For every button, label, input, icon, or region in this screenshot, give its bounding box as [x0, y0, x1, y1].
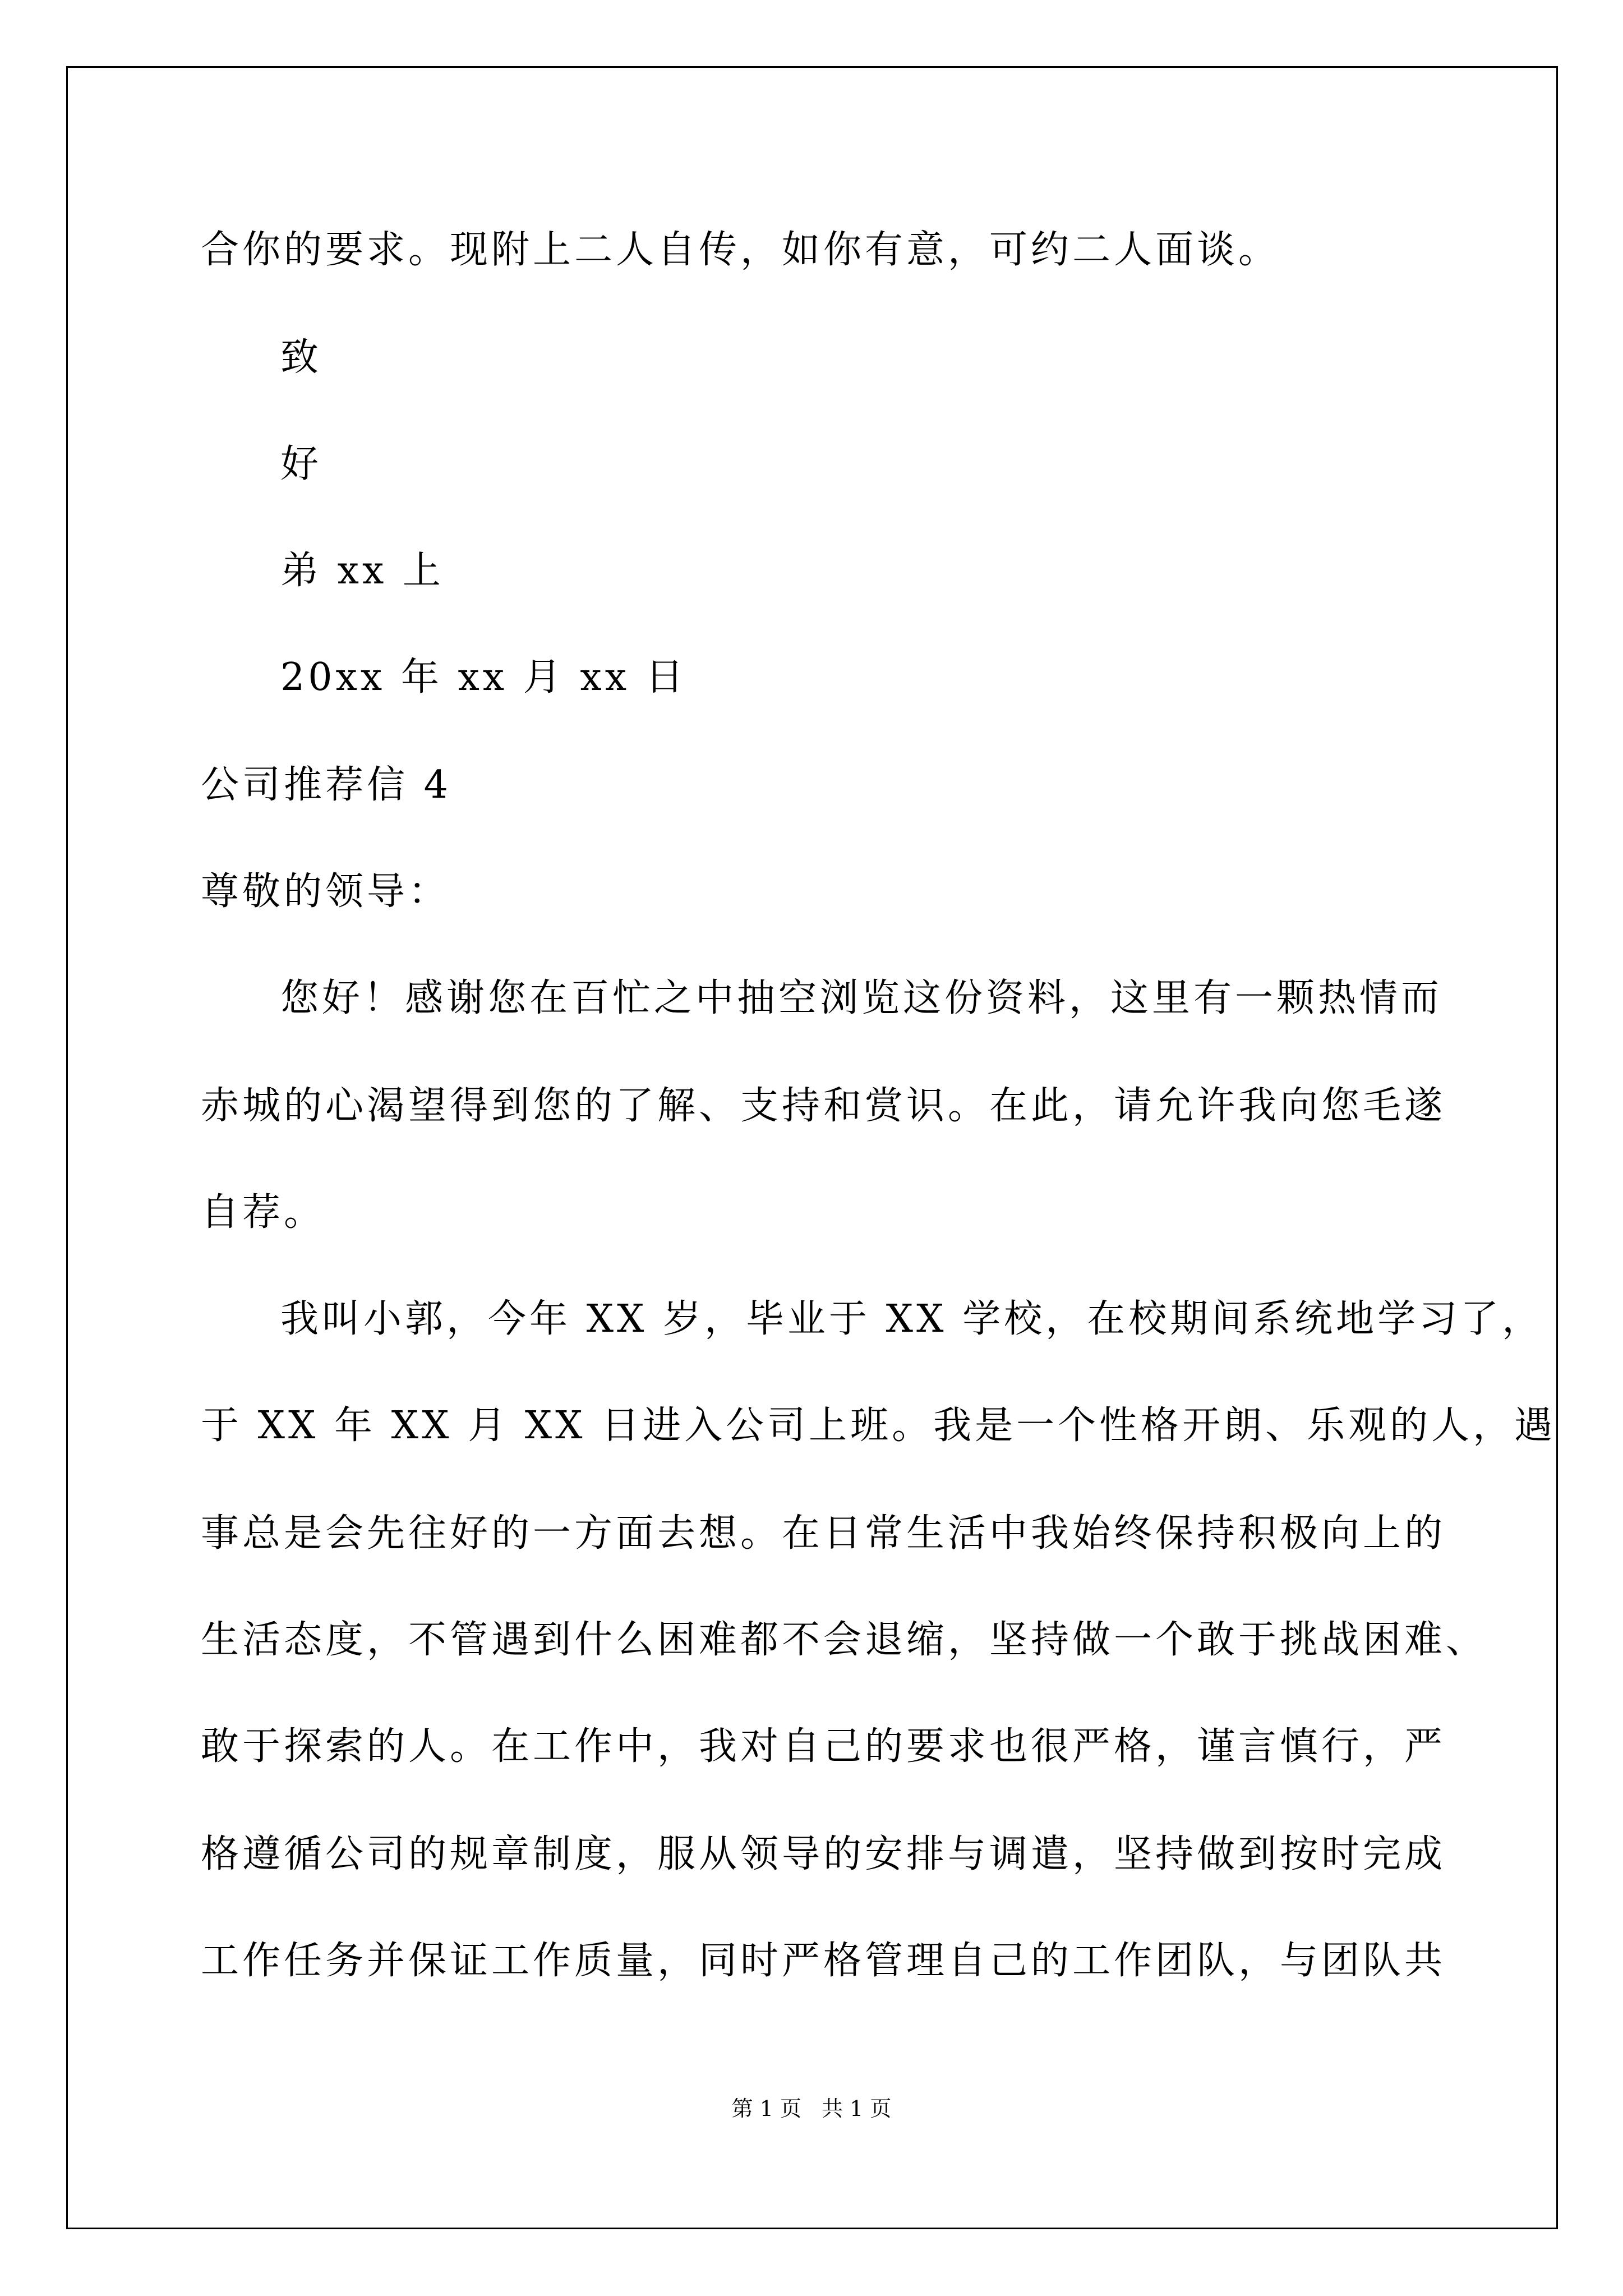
date-line: 20xx 年 xx 月 xx 日: [280, 655, 687, 700]
page-footer: [0, 2091, 1623, 2122]
text-line: 于 XX 年 XX 月 XX 日进入公司上班。我是一个性格开朗、乐观的人，遇: [201, 1404, 1556, 1448]
text-line: 格遵循公司的规章制度，服从领导的安排与调遣，坚持做到按时完成: [201, 1832, 1446, 1876]
section-title: 公司推荐信 4: [201, 763, 451, 807]
text-line: 合你的要求。现附上二人自传，如你有意，可约二人面谈。: [201, 228, 1280, 272]
text-line: 我叫小郭，今年 XX 岁，毕业于 XX 学校，在校期间系统地学习了，: [280, 1297, 1544, 1341]
page-border: [66, 66, 1558, 2229]
text-line: 生活态度，不管遇到什么困难都不会退缩，坚持做一个敢于挑战困难、: [201, 1618, 1488, 1662]
text-line: 赤城的心渴望得到您的了解、支持和赏识。在此，请允许我向您毛遂: [201, 1084, 1446, 1128]
greeting-line: 尊敬的领导：: [201, 869, 450, 914]
page-number: 第 1 页: [731, 2096, 801, 2121]
text-line: 您好！感谢您在百忙之中抽空浏览这份资料，这里有一颗热情而: [280, 976, 1443, 1020]
text-line: 自荐。: [201, 1190, 326, 1235]
salutation-line: 好: [280, 442, 322, 486]
signature-line: 弟 xx 上: [280, 549, 444, 593]
salutation-line: 致: [280, 335, 322, 380]
page-total: 共 1 页: [822, 2096, 892, 2121]
text-line: 事总是会先往好的一方面去想。在日常生活中我始终保持积极向上的: [201, 1511, 1446, 1556]
text-line: 敢于探索的人。在工作中，我对自己的要求也很严格，谨言慎行，严: [201, 1724, 1446, 1769]
text-line: 工作任务并保证工作质量，同时严格管理自己的工作团队，与团队共: [201, 1939, 1446, 1983]
